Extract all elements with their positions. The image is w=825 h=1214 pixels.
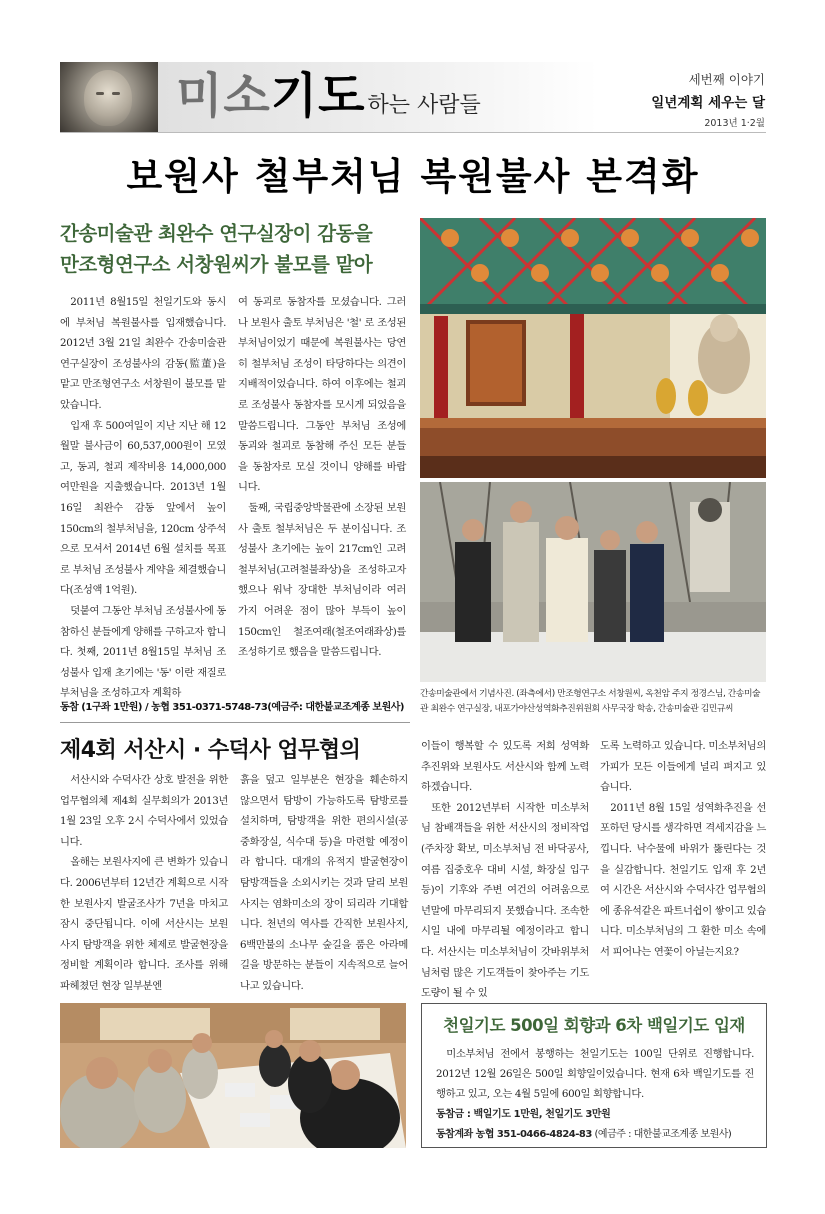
meeting-photo [60, 1003, 406, 1148]
donation-fee: 동참금 : 백일기도 1만원, 천일기도 3만원 [436, 1109, 611, 1120]
paragraph: 올해는 보원사지에 큰 변화가 있습니다. 2006년부터 12년간 계획으로 시작한 보원사지 발굴조사가 7년을 마치고 잠시 중단됩니다. 이에 서산시는 보원사지 탐방객을 위한 체제로 발굴현장을 정비할 계획이라 합니다. 조사를 위해 파헤쳤던 현장 일부분엔 [60, 856, 228, 992]
paragraph: 도록 노력하고 있습니다. 미소부처님의 가피가 모든 이들에게 널리 펴지고 있습니다. [600, 740, 766, 794]
donation-account: 동참 (1구좌 1만원) / 농협 351-0371-5748-73(예금주: 대한불교조계종 보원사) [60, 702, 404, 713]
brand-gray-text: 미소 [176, 68, 271, 124]
paragraph: 또한 2012년부터 시작한 미소부처님 참배객들을 위한 서산시의 정비작업(주차장 확보, 미소부처님 전 바닥공사, 여름 집중호우 대비 시설, 화장실 입구 등)이 기후와 주변 여건의 어려움으로 년말에 마무리되지 못했습니다. 조속한 시일 내에 마무리될 예정이라고 합니다. 서산시는 미소부처님이 갓바위부처님처럼 많은 기도객들이 찾아주는 기도도량이 될 수 있 [421, 801, 589, 1000]
brand-black-text: 기도 [270, 68, 366, 124]
article1-subhead [60, 218, 410, 280]
subhead-line-2: 만조형연구소 서창원씨가 불모를 맡아 [60, 253, 373, 276]
notice-body: 미소부처님 전에서 봉행하는 천일기도는 100일 단위로 진행합니다. 2012년 12월 26일은 500일 회향일이었습니다. 현재 6차 백일기도를 진행하고 있고, 오는 4월 5일에 600일 회향합니다. [436, 1048, 754, 1100]
article2-title: 제4회 서산시 · 수덕사 업무협의 [60, 738, 361, 763]
account-holder: (예금주 : 대한불교조계종 보원사) [594, 1129, 732, 1140]
article2-column-1 [60, 770, 228, 997]
article2-column-4 [600, 736, 766, 963]
paragraph: 덧붙여 그동안 부처님 조성불사에 동참하신 분들에게 양해를 구하고자 합니다. 첫째, 2011년 8월15일 부처님 조성불사 입재 초기에는 '동' 이란 재질로 부처님을 조성하고자 계획하 [60, 604, 226, 700]
article2-column-3 [421, 736, 589, 1004]
account-label: 동참계좌 농협 351-0466-4824-83 [436, 1129, 592, 1140]
paragraph: 여 동괴로 동참자를 모셨습니다. 그러나 보원사 출토 부처님은 '철' 로 조성된 부처님이었기 때문에 복원불사는 당연히 철부처님 조성이 타당하다는 의견이 지배적이었습니다. 하여 이후에는 철괴로 조성불사 동참자를 모시게 되었음을 말씀드립니다. 그동안 부처님 조성에 동괴와 철괴로 동참해 주신 모든 분들을 동참자로 모실 것이니 양해를 바랍니다. [238, 296, 406, 494]
paragraph: 흙을 덮고 일부분은 현장을 훼손하지 않으면서 탐방이 가능하도록 탐방로를 설치하며, 탐방객을 위한 편의시설(공중화장실, 식수대 등)을 마련할 예정이라 합니다. 대개의 유적지 발굴현장이 탐방객들을 소외시키는 것과 달리 보원사지는 염화미소의 장이 되리라 기대합니다. 천년의 역사를 간직한 보원사지, 6백만불의 소나무 숲길을 품은 아라메길을 방문하는 분들이 지속적으로 늘어나고 있습니다. [240, 774, 408, 992]
story-number: 세번째 이야기 [688, 72, 765, 87]
paragraph: 둘째, 국립중앙박물관에 소장된 보원사 출토 철부처님은 두 분이십니다. 조성불사 초기에는 높이 217cm인 고려철부처님(고려철불좌상)을 조성하고자 했으나 워낙 장대한 부처님이라 여러 가지 어려운 점이 많아 부득이 높이 150cm인 철조여래(철조여래좌상)를 조성하기로 했음을 말씀드립니다. [238, 501, 406, 659]
paragraph: 2011년 8월15일 천일기도와 동시에 부처님 복원불사를 입재했습니다. 2012년 3월 21일 최완수 간송미술관 연구실장이 조성불사의 감동(監董)을 맡고 만조형연구소 서창원이 불모를 맡았습니다. [60, 296, 226, 411]
donation-bank-account [436, 1125, 731, 1140]
paragraph: 이들이 행복할 수 있도록 저희 성역화추진위와 보원사도 서산시와 함께 노력하겠습니다. [421, 740, 589, 794]
issue-theme: 일년계획 세우는 달 [651, 95, 765, 111]
buddha-face-icon [84, 70, 132, 126]
group-commemorative-photo [420, 482, 766, 682]
page-headline: 보원사 철부처님 복원불사 본격화 [126, 154, 700, 198]
photo-caption: 간송미술관에서 기념사진. (좌측에서) 만조형연구소 서창원씨, 옥천암 주지 정경스님, 간송미술관 최완수 연구실장, 내포가야산성역화추진위원회 사무국장 학송, 간송미술관 김민규씨 [420, 689, 761, 714]
article-divider [60, 722, 410, 723]
notice-title: 천일기도 500일 회향과 6차 백일기도 입재 [443, 1016, 745, 1035]
paragraph: 서산시와 수덕사간 상호 발전을 위한 업무협의체 제4회 실무회의가 2013년 1월 23일 오후 2시 수덕사에서 있었습니다. [60, 774, 228, 848]
article1-column-1 [60, 292, 226, 704]
newsletter-title [176, 64, 481, 138]
subhead-line-1: 간송미술관 최완수 연구실장이 감동을 [60, 222, 373, 245]
buddha-logo-image [60, 62, 158, 132]
article1-column-2 [238, 292, 406, 663]
temple-interior-photo [420, 218, 766, 478]
brand-suffix-text: 하는 사람들 [367, 93, 481, 118]
header-divider [60, 132, 766, 133]
issue-date: 2013년 1·2월 [704, 118, 765, 129]
paragraph: 2011년 8월 15일 성역화추진을 선포하던 당시를 생각하면 격세지감을 느낍니다. 낙수물에 바위가 뚫린다는 것을 실감합니다. 천일기도 입재 후 2년여 시간은 서산시와 수덕사간 업무협의에 종유석같은 파트너쉽이 쌓이고 있습니다. 미소부처님의 그 환한 미소 속에서 피어나는 연꽃이 아닐는지요? [600, 801, 766, 958]
article2-column-2 [240, 770, 408, 997]
paragraph: 입재 후 500여일이 지난 지난 해 12월말 불사금이 60,537,000원이 모였고, 동괴, 철괴 제작비용 14,000,000여만원을 지출했습니다. 2013년 1월 16일 최완수 감동 앞에서 높이 150cm의 철부처님을, 120cm 상주석으로 모셔서 2014년 6월 설치를 목표로 부처님 조성불사 계약을 체결했습니다(조성액 1억원). [60, 419, 226, 597]
prayer-notice-box [421, 1003, 767, 1148]
